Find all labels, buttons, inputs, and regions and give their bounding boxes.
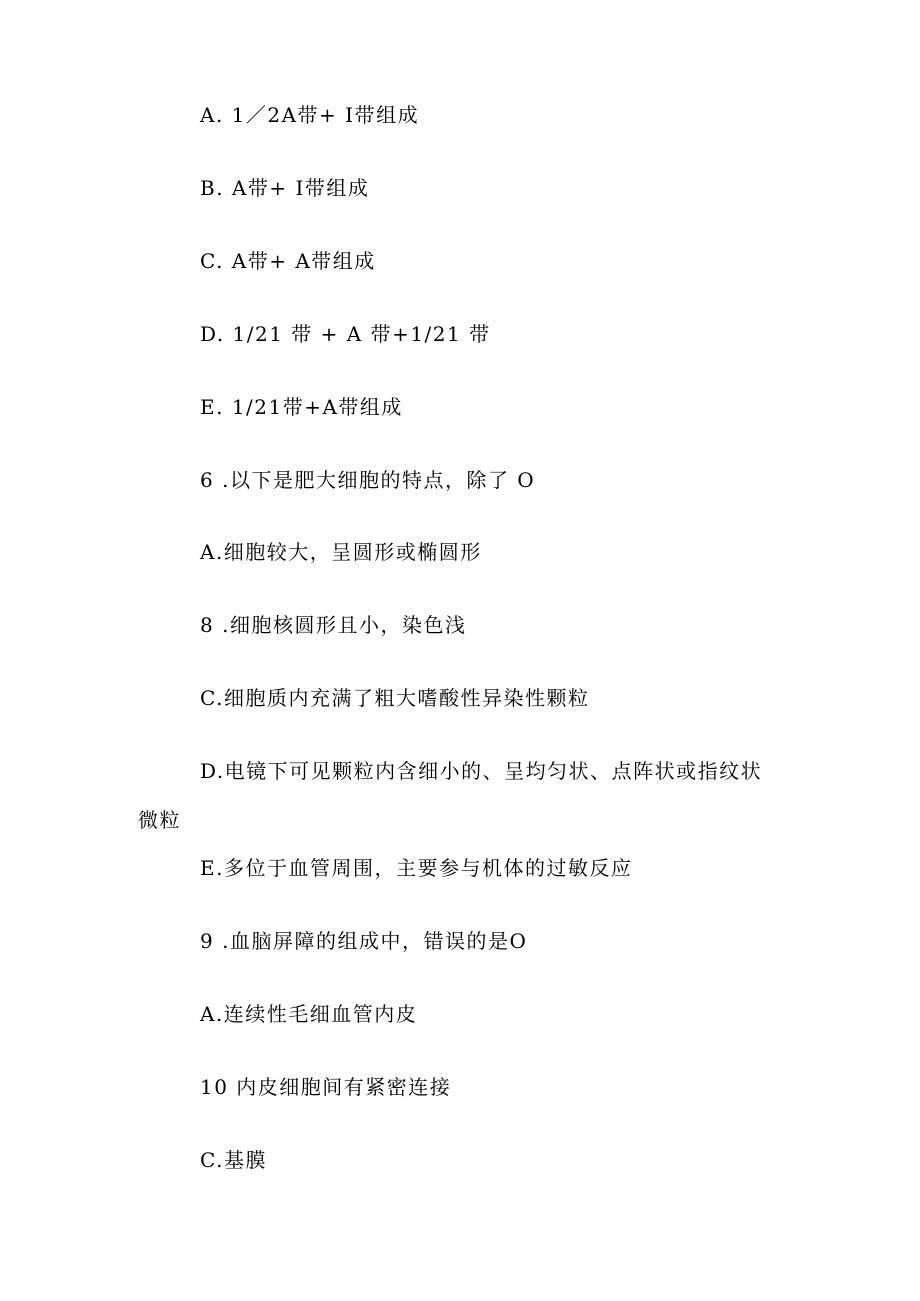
option-c-line: C. A带+ A带组成 <box>200 249 376 273</box>
q6-option-e-line: E.多位于血管周围，主要参与机体的过敏反应 <box>200 856 633 880</box>
q6-option-d-continuation: 微粒 <box>138 808 181 832</box>
question-6-line: 6 .以下是肥大细胞的特点，除了 O <box>200 468 536 492</box>
q6-item-8-line: 8 .细胞核圆形且小，染色浅 <box>200 613 467 637</box>
option-e-line: E. 1/21带+A带组成 <box>200 395 403 419</box>
q9-item-10-line: 10 内皮细胞间有紧密连接 <box>200 1075 452 1099</box>
q9-option-a-line: A.连续性毛细血管内皮 <box>200 1002 418 1026</box>
option-a-line: A. 1／2A带+ I带组成 <box>200 103 420 127</box>
option-d-line: D. 1/21 带 + A 带+1/21 带 <box>200 322 491 346</box>
question-9-line: 9 .血脑屏障的组成中，错误的是O <box>200 929 528 953</box>
q6-option-d-line: D.电镜下可见颗粒内含细小的、呈均匀状、点阵状或指纹状 <box>200 759 763 783</box>
q9-option-c-line: C.基膜 <box>200 1148 267 1172</box>
q6-option-a-line: A.细胞较大，呈圆形或椭圆形 <box>200 540 482 564</box>
option-b-line: B. A带+ I带组成 <box>200 176 370 200</box>
q6-option-c-line: C.细胞质内充满了粗大嗜酸性异染性颗粒 <box>200 686 590 710</box>
